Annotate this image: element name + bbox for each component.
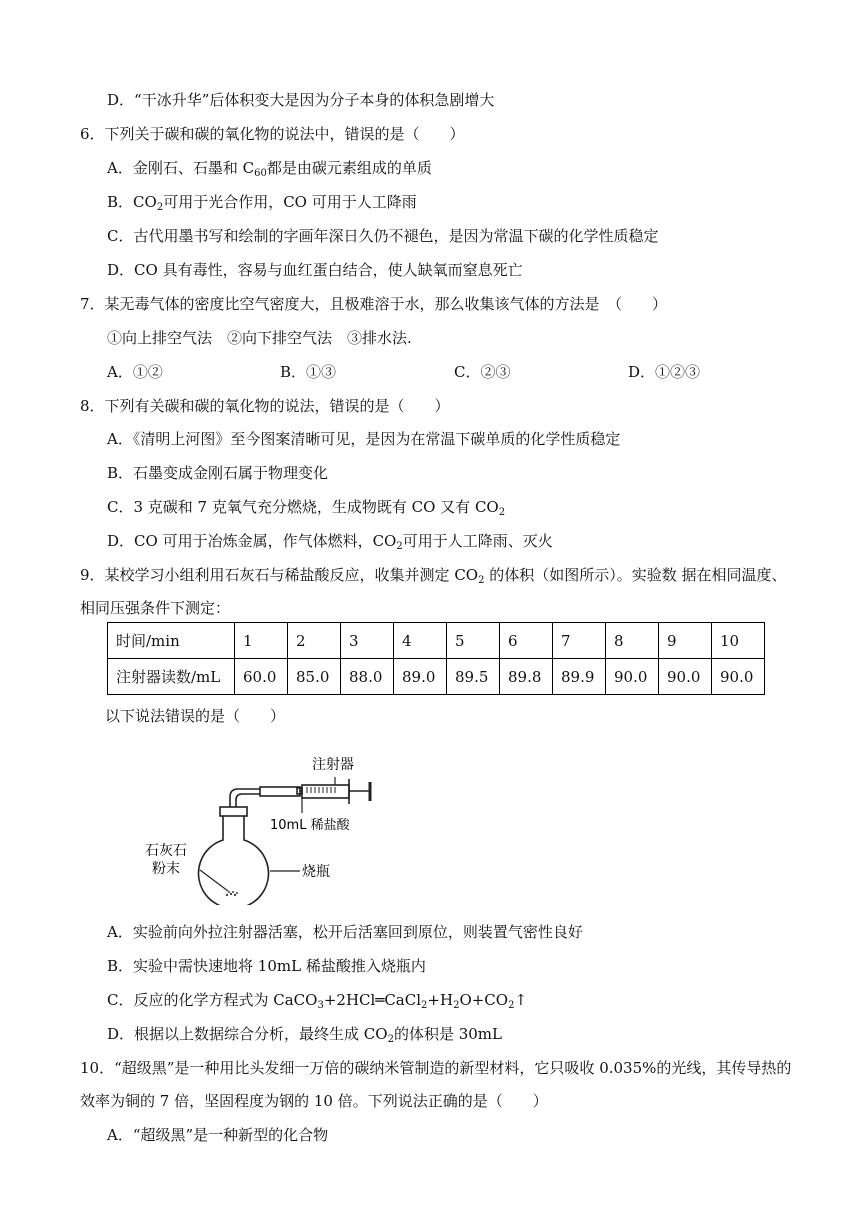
table-row-label: 注射器读数/mL (108, 659, 235, 695)
q7-option-b: B．①③ (280, 363, 337, 381)
table-cell: 3 (341, 623, 394, 659)
q9-stem-line2: 相同压强条件下测定： (80, 599, 231, 617)
table-cell: 6 (500, 623, 553, 659)
flask-icon (199, 807, 269, 905)
q8-option-c: C．3 克碳和 7 克氧气充分燃烧，生成物既有 CO 又有 $CO_2$ (107, 498, 506, 518)
table-cell: 90.0 (712, 659, 765, 695)
table-cell: 89.8 (500, 659, 553, 695)
table-cell: 2 (288, 623, 341, 659)
q9-option-a: A．实验前向外拉注射器活塞，松开后活塞回到原位，则装置气密性良好 (107, 923, 583, 941)
table-row (108, 659, 765, 695)
table-cell: 4 (394, 623, 447, 659)
q9-option-b: B．实验中需快速地将 10mL 稀盐酸推入烧瓶内 (107, 957, 426, 975)
q10-option-a: A．“超级黑”是一种新型的化合物 (107, 1126, 329, 1144)
q8-option-d: D．CO 可用于冶炼金属，作气体燃料，$CO_2$可用于人工降雨、灭火 (107, 532, 553, 552)
q7-option-a: A．①② (107, 363, 163, 381)
q6-option-a: A．金刚石、石墨和 $C_{60}$都是由碳元素组成的单质 (107, 159, 432, 179)
q6-option-c: C．古代用墨书写和绘制的字画年深日久仍不褪色，是因为常温下碳的化学性质稳定 (107, 227, 659, 245)
q10-stem-line1: 10．“超级黑”是一种用比头发细一万倍的碳纳米管制造的新型材料，它只吸收 0.035%的光线，其传导热的 (80, 1059, 792, 1077)
table-cell: 9 (659, 623, 712, 659)
table-cell: 88.0 (341, 659, 394, 695)
q7-option-c: C．②③ (454, 363, 511, 381)
table-cell: 90.0 (606, 659, 659, 695)
q9-data-table (107, 622, 765, 695)
syringe-icon (297, 779, 370, 804)
table-cell: 60.0 (235, 659, 288, 695)
q5-option-d: D．“干冰升华”后体积变大是因为分子本身的体积急剧增大 (107, 91, 495, 109)
q8-option-b: B．石墨变成金刚石属于物理变化 (107, 464, 329, 482)
q9-stem-line1: 9．某校学习小组利用石灰石与稀盐酸反应，收集并测定 $CO_2$ 的体积（如图所示）。实验数 据在相同温度、 (80, 566, 787, 586)
table-row (108, 623, 765, 659)
table-row-label: 时间/min (108, 623, 235, 659)
table-cell: 89.9 (553, 659, 606, 695)
q9-apparatus-diagram (130, 745, 400, 905)
table-cell: 7 (553, 623, 606, 659)
table-cell: 89.0 (394, 659, 447, 695)
powder-icon (226, 891, 238, 896)
q10-stem-line2: 效率为铜的 7 倍，坚固程度为钢的 10 倍。下列说法正确的是（ ） (80, 1092, 548, 1110)
table-cell: 8 (606, 623, 659, 659)
q9-question: 以下说法错误的是（ ） (105, 707, 286, 725)
syringe-label: 注射器 (312, 757, 354, 773)
table-cell: 89.5 (447, 659, 500, 695)
q6-option-b: B．$CO_2$可用于光合作用，CO 可用于人工降雨 (107, 193, 417, 213)
table-cell: 10 (712, 623, 765, 659)
table-cell: 85.0 (288, 659, 341, 695)
q8-stem: 8．下列有关碳和碳的氧化物的说法，错误的是（ ） (80, 397, 450, 415)
flask-label: 烧瓶 (302, 864, 330, 880)
table-cell: 5 (447, 623, 500, 659)
q9-option-c: C．反应的化学方程式为 $CaCO_3+2HCl═CaCl_2+H_2O+CO_2↑$ (107, 991, 528, 1011)
tubing-icon (230, 787, 302, 807)
powder-label-line1: 石灰石 (145, 843, 187, 859)
q6-stem: 6．下列关于碳和碳的氧化物的说法中，错误的是（ ） (80, 125, 465, 143)
table-cell: 1 (235, 623, 288, 659)
q9-option-d: D．根据以上数据综合分析，最终生成 $CO_2$的体积是 30mL (107, 1025, 502, 1045)
q7-option-d: D．①②③ (628, 363, 701, 381)
q8-option-a: A．《清明上河图》至今图案清晰可见，是因为在常温下碳单质的化学性质稳定 (107, 430, 621, 448)
q7-stem: 7．某无毒气体的密度比空气密度大，且极难溶于水，那么收集该气体的方法是 （ ） (80, 295, 668, 313)
q6-option-d: D．CO 具有毒性，容易与血红蛋白结合，使人缺氧而窒息死亡 (107, 261, 523, 279)
acid-label: 10mL 稀盐酸 (270, 818, 350, 833)
powder-label-line2: 粉末 (152, 861, 180, 877)
q7-methods: ①向上排空气法 ②向下排空气法 ③排水法. (107, 329, 412, 347)
table-cell: 90.0 (659, 659, 712, 695)
